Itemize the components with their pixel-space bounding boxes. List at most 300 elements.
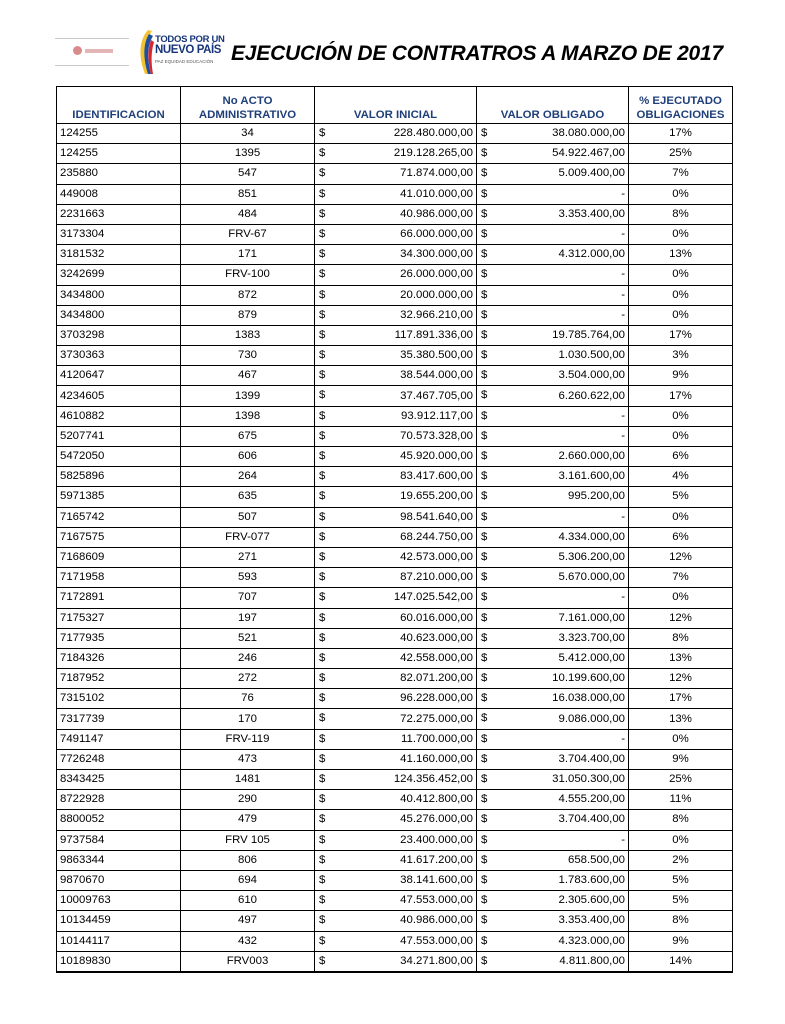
cell-identificacion: 3703298 <box>57 325 181 345</box>
cell-valor-inicial <box>315 608 477 628</box>
cell-valor-obligado <box>477 224 629 244</box>
currency-symbol: $ <box>319 651 326 664</box>
cell-valor-obligado-value: 6.260.622,00 <box>558 389 625 402</box>
cell-valor-inicial <box>315 164 477 184</box>
currency-symbol: $ <box>481 934 488 947</box>
cell-identificacion: 9870670 <box>57 870 181 890</box>
cell-identificacion: 4610882 <box>57 406 181 426</box>
cell-valor-obligado <box>477 305 629 325</box>
cell-valor-obligado <box>477 245 629 265</box>
cell-valor-obligado <box>477 426 629 446</box>
cell-valor-inicial <box>315 406 477 426</box>
cell-valor-inicial <box>315 346 477 366</box>
cell-valor-inicial-value: 70.573.328,00 <box>400 429 473 442</box>
table-row <box>57 366 733 386</box>
cell-valor-inicial-value: 124.356.452,00 <box>393 773 473 786</box>
cell-valor-inicial <box>315 547 477 567</box>
currency-symbol: $ <box>481 853 488 866</box>
currency-symbol: $ <box>319 571 326 584</box>
cell-valor-obligado-value: - <box>621 288 625 301</box>
table-row <box>57 386 733 406</box>
cell-valor-obligado-value: 995.200,00 <box>567 490 625 503</box>
cell-no-acto: 170 <box>181 709 315 729</box>
currency-symbol: $ <box>319 248 326 261</box>
cell-no-acto: 1398 <box>181 406 315 426</box>
currency-symbol: $ <box>481 651 488 664</box>
cell-pct-ejecutado: 11% <box>629 790 733 810</box>
cell-pct-ejecutado: 0% <box>629 285 733 305</box>
cell-valor-inicial-value: 20.000.000,00 <box>400 288 473 301</box>
currency-symbol: $ <box>319 510 326 523</box>
currency-symbol: $ <box>481 490 488 503</box>
cell-valor-inicial-value: 72.275.000,00 <box>400 712 473 725</box>
cell-valor-inicial-value: 32.966.210,00 <box>400 308 473 321</box>
cell-valor-obligado <box>477 588 629 608</box>
cell-identificacion: 5207741 <box>57 426 181 446</box>
cell-valor-obligado-value: 3.504.000,00 <box>558 369 625 382</box>
cell-no-acto: 879 <box>181 305 315 325</box>
cell-valor-inicial <box>315 689 477 709</box>
currency-symbol: $ <box>481 308 488 321</box>
cell-identificacion: 5472050 <box>57 447 181 467</box>
cell-valor-obligado-value: 4.334.000,00 <box>558 530 625 543</box>
currency-symbol: $ <box>481 631 488 644</box>
cell-valor-obligado-value: 3.353.400,00 <box>558 914 625 927</box>
cell-pct-ejecutado: 0% <box>629 305 733 325</box>
cell-valor-inicial-value: 34.271.800,00 <box>400 954 473 967</box>
currency-symbol: $ <box>319 692 326 705</box>
cell-no-acto: 730 <box>181 346 315 366</box>
currency-symbol: $ <box>481 550 488 563</box>
logo-text-line3: PAZ EQUIDAD EDUCACIÓN <box>155 59 214 64</box>
cell-valor-obligado <box>477 951 629 972</box>
cell-no-acto: 1383 <box>181 325 315 345</box>
cell-identificacion: 124255 <box>57 144 181 164</box>
cell-valor-obligado <box>477 447 629 467</box>
cell-no-acto: FRV003 <box>181 951 315 972</box>
cell-pct-ejecutado: 7% <box>629 568 733 588</box>
currency-symbol: $ <box>481 571 488 584</box>
table-row <box>57 346 733 366</box>
cell-valor-obligado <box>477 285 629 305</box>
cell-valor-obligado <box>477 729 629 749</box>
cell-no-acto: 479 <box>181 810 315 830</box>
currency-symbol: $ <box>481 672 488 685</box>
cell-valor-inicial <box>315 325 477 345</box>
cell-valor-inicial-value: 219.128.265,00 <box>393 147 473 160</box>
currency-symbol: $ <box>319 530 326 543</box>
table-row <box>57 447 733 467</box>
currency-symbol: $ <box>319 914 326 927</box>
header-identificacion: IDENTIFICACION <box>57 87 181 124</box>
cell-valor-obligado-value: 19.785.764,00 <box>552 328 625 341</box>
cell-valor-inicial <box>315 749 477 769</box>
cell-identificacion: 8722928 <box>57 790 181 810</box>
table-row <box>57 588 733 608</box>
table-row <box>57 527 733 547</box>
cell-identificacion: 7317739 <box>57 709 181 729</box>
currency-symbol: $ <box>481 369 488 382</box>
cell-valor-obligado <box>477 810 629 830</box>
cell-no-acto: 246 <box>181 648 315 668</box>
cell-valor-inicial-value: 47.553.000,00 <box>400 934 473 947</box>
page-title: EJECUCIÓN DE CONTRATROS A MARZO DE 2017 <box>231 42 723 65</box>
cell-valor-inicial <box>315 648 477 668</box>
table-row <box>57 931 733 951</box>
cell-valor-obligado <box>477 568 629 588</box>
currency-symbol: $ <box>319 167 326 180</box>
cell-pct-ejecutado: 8% <box>629 628 733 648</box>
table-row <box>57 689 733 709</box>
cell-valor-inicial <box>315 770 477 790</box>
cell-valor-obligado-value: 1.030.500,00 <box>558 349 625 362</box>
currency-symbol: $ <box>319 187 326 200</box>
cell-valor-inicial-value: 147.025.542,00 <box>393 591 473 604</box>
table-row <box>57 870 733 890</box>
currency-symbol: $ <box>319 954 326 967</box>
cell-identificacion: 10009763 <box>57 891 181 911</box>
cell-valor-obligado-value: 3.353.400,00 <box>558 207 625 220</box>
cell-no-acto: 606 <box>181 447 315 467</box>
cell-identificacion: 124255 <box>57 124 181 144</box>
cell-valor-inicial <box>315 527 477 547</box>
currency-symbol: $ <box>319 470 326 483</box>
currency-symbol: $ <box>481 349 488 362</box>
currency-symbol: $ <box>481 894 488 907</box>
table-row <box>57 891 733 911</box>
cell-pct-ejecutado: 5% <box>629 891 733 911</box>
currency-symbol: $ <box>319 631 326 644</box>
cell-valor-obligado-value: 5.670.000,00 <box>558 571 625 584</box>
cell-valor-inicial-value: 83.417.600,00 <box>400 470 473 483</box>
cell-valor-obligado-value: 54.922.467,00 <box>552 147 625 160</box>
currency-symbol: $ <box>481 470 488 483</box>
government-logo <box>55 38 129 66</box>
table-row <box>57 648 733 668</box>
currency-symbol: $ <box>481 591 488 604</box>
table-row <box>57 467 733 487</box>
cell-valor-inicial-value: 66.000.000,00 <box>400 228 473 241</box>
cell-valor-obligado <box>477 467 629 487</box>
currency-symbol: $ <box>481 873 488 886</box>
cell-valor-inicial <box>315 810 477 830</box>
cell-pct-ejecutado: 13% <box>629 648 733 668</box>
cell-valor-inicial <box>315 709 477 729</box>
cell-pct-ejecutado: 13% <box>629 709 733 729</box>
cell-pct-ejecutado: 5% <box>629 487 733 507</box>
cell-pct-ejecutado: 2% <box>629 850 733 870</box>
table-row <box>57 830 733 850</box>
cell-identificacion: 3434800 <box>57 285 181 305</box>
cell-valor-obligado <box>477 204 629 224</box>
cell-valor-obligado <box>477 669 629 689</box>
cell-valor-obligado <box>477 346 629 366</box>
cell-valor-inicial <box>315 588 477 608</box>
currency-symbol: $ <box>481 914 488 927</box>
cell-no-acto: 593 <box>181 568 315 588</box>
cell-valor-inicial <box>315 184 477 204</box>
cell-identificacion: 10134459 <box>57 911 181 931</box>
cell-valor-inicial-value: 45.920.000,00 <box>400 450 473 463</box>
cell-valor-inicial <box>315 144 477 164</box>
cell-valor-inicial-value: 26.000.000,00 <box>400 268 473 281</box>
logo-text-line2: NUEVO PAÍS <box>155 44 222 56</box>
table-row <box>57 487 733 507</box>
cell-valor-obligado-value: 4.323.000,00 <box>558 934 625 947</box>
currency-symbol: $ <box>319 369 326 382</box>
currency-symbol: $ <box>481 793 488 806</box>
cell-valor-inicial-value: 45.276.000,00 <box>400 813 473 826</box>
cell-valor-obligado <box>477 608 629 628</box>
cell-valor-obligado <box>477 911 629 931</box>
cell-valor-obligado-value: 2.305.600,00 <box>558 894 625 907</box>
cell-valor-inicial-value: 96.228.000,00 <box>400 692 473 705</box>
cell-valor-obligado <box>477 709 629 729</box>
cell-no-acto: 851 <box>181 184 315 204</box>
cell-pct-ejecutado: 0% <box>629 729 733 749</box>
cell-valor-obligado <box>477 749 629 769</box>
cell-valor-inicial-value: 42.573.000,00 <box>400 551 473 564</box>
cell-valor-inicial-value: 40.623.000,00 <box>400 631 473 644</box>
cell-valor-obligado <box>477 891 629 911</box>
cell-identificacion: 7726248 <box>57 749 181 769</box>
currency-symbol: $ <box>481 429 488 442</box>
currency-symbol: $ <box>319 127 326 139</box>
table-row <box>57 245 733 265</box>
cell-pct-ejecutado: 17% <box>629 689 733 709</box>
currency-symbol: $ <box>319 308 326 321</box>
table-row <box>57 608 733 628</box>
cell-valor-inicial-value: 40.986.000,00 <box>400 914 473 927</box>
cell-identificacion: 9863344 <box>57 850 181 870</box>
cell-valor-inicial <box>315 870 477 890</box>
cell-pct-ejecutado: 7% <box>629 164 733 184</box>
currency-symbol: $ <box>481 268 488 281</box>
cell-no-acto: 473 <box>181 749 315 769</box>
currency-symbol: $ <box>481 954 488 967</box>
cell-valor-inicial <box>315 568 477 588</box>
cell-valor-inicial-value: 41.617.200,00 <box>400 853 473 866</box>
cell-pct-ejecutado: 12% <box>629 547 733 567</box>
table-row <box>57 144 733 164</box>
currency-symbol: $ <box>319 732 326 745</box>
table-row <box>57 911 733 931</box>
cell-valor-inicial-value: 19.655.200,00 <box>400 490 473 503</box>
currency-symbol: $ <box>481 167 488 180</box>
currency-symbol: $ <box>319 207 326 220</box>
cell-valor-inicial <box>315 366 477 386</box>
table-row <box>57 285 733 305</box>
cell-valor-obligado <box>477 386 629 406</box>
cell-no-acto: 707 <box>181 588 315 608</box>
cell-valor-obligado <box>477 870 629 890</box>
currency-symbol: $ <box>319 934 326 947</box>
cell-no-acto: 635 <box>181 487 315 507</box>
header-valor-inicial: VALOR INICIAL <box>315 87 477 124</box>
cell-no-acto: 547 <box>181 164 315 184</box>
currency-symbol: $ <box>319 227 326 240</box>
cell-identificacion: 7175327 <box>57 608 181 628</box>
cell-no-acto: 1399 <box>181 386 315 406</box>
currency-symbol: $ <box>481 288 488 301</box>
cell-identificacion: 235880 <box>57 164 181 184</box>
cell-valor-obligado-value: 3.704.400,00 <box>558 752 625 765</box>
table-row <box>57 406 733 426</box>
cell-valor-obligado <box>477 770 629 790</box>
table-row <box>57 669 733 689</box>
cell-no-acto: 484 <box>181 204 315 224</box>
cell-pct-ejecutado: 8% <box>629 911 733 931</box>
currency-symbol: $ <box>319 147 326 160</box>
cell-valor-obligado-value: 16.038.000,00 <box>552 692 625 705</box>
cell-identificacion: 8343425 <box>57 770 181 790</box>
cell-valor-obligado <box>477 325 629 345</box>
cell-valor-obligado <box>477 790 629 810</box>
cell-identificacion: 3181532 <box>57 245 181 265</box>
cell-valor-inicial-value: 47.553.000,00 <box>400 894 473 907</box>
cell-valor-obligado-value: 10.199.600,00 <box>552 672 625 685</box>
currency-symbol: $ <box>319 833 326 846</box>
cell-identificacion: 4234605 <box>57 386 181 406</box>
cell-valor-obligado-value: 4.312.000,00 <box>558 248 625 261</box>
cell-pct-ejecutado: 9% <box>629 749 733 769</box>
cell-valor-obligado-value: 3.704.400,00 <box>558 813 625 826</box>
cell-valor-inicial <box>315 830 477 850</box>
currency-symbol: $ <box>319 672 326 685</box>
cell-valor-obligado-value: 9.086.000,00 <box>558 712 625 725</box>
cell-pct-ejecutado: 13% <box>629 245 733 265</box>
cell-valor-inicial-value: 98.541.640,00 <box>400 510 473 523</box>
currency-symbol: $ <box>481 773 488 785</box>
cell-valor-inicial <box>315 487 477 507</box>
logo-text-line1: TODOS POR UN <box>155 34 225 45</box>
cell-valor-inicial <box>315 507 477 527</box>
table-row <box>57 709 733 729</box>
cell-pct-ejecutado: 0% <box>629 830 733 850</box>
cell-valor-inicial-value: 71.874.000,00 <box>400 167 473 180</box>
cell-no-acto: FRV 105 <box>181 830 315 850</box>
cell-valor-obligado-value: - <box>621 591 625 604</box>
cell-valor-inicial-value: 11.700.000,00 <box>401 732 473 745</box>
cell-valor-obligado <box>477 547 629 567</box>
contracts-table <box>56 86 733 973</box>
cell-pct-ejecutado: 0% <box>629 507 733 527</box>
cell-no-acto: 271 <box>181 547 315 567</box>
cell-identificacion: 10189830 <box>57 951 181 972</box>
header-pct-ejecutado: % EJECUTADO OBLIGACIONES <box>629 87 733 124</box>
currency-symbol: $ <box>319 490 326 503</box>
cell-valor-inicial-value: 23.400.000,00 <box>400 833 473 846</box>
cell-valor-obligado <box>477 406 629 426</box>
currency-symbol: $ <box>481 248 488 261</box>
cell-valor-obligado-value: 3.323.700,00 <box>558 631 625 644</box>
cell-no-acto: 675 <box>181 426 315 446</box>
cell-identificacion: 7171958 <box>57 568 181 588</box>
cell-pct-ejecutado: 0% <box>629 406 733 426</box>
currency-symbol: $ <box>481 732 488 745</box>
cell-valor-inicial <box>315 850 477 870</box>
cell-valor-inicial <box>315 386 477 406</box>
cell-valor-inicial <box>315 426 477 446</box>
currency-symbol: $ <box>319 591 326 604</box>
currency-symbol: $ <box>319 611 326 624</box>
cell-valor-inicial-value: 41.160.000,00 <box>400 752 473 765</box>
cell-valor-inicial-value: 40.412.800,00 <box>400 793 473 806</box>
currency-symbol: $ <box>319 328 326 341</box>
currency-symbol: $ <box>481 833 488 846</box>
table-row <box>57 729 733 749</box>
currency-symbol: $ <box>481 450 488 462</box>
cell-pct-ejecutado: 12% <box>629 608 733 628</box>
cell-valor-obligado <box>477 124 629 144</box>
cell-no-acto: 272 <box>181 669 315 689</box>
cell-valor-inicial <box>315 628 477 648</box>
currency-symbol: $ <box>481 127 488 139</box>
cell-valor-obligado-value: - <box>621 268 625 281</box>
table-row <box>57 164 733 184</box>
currency-symbol: $ <box>481 147 488 160</box>
cell-identificacion: 7167575 <box>57 527 181 547</box>
cell-valor-obligado <box>477 689 629 709</box>
currency-symbol: $ <box>319 349 326 362</box>
currency-symbol: $ <box>319 429 326 442</box>
cell-no-acto: 1395 <box>181 144 315 164</box>
currency-symbol: $ <box>481 510 488 523</box>
cell-no-acto: 467 <box>181 366 315 386</box>
page-header <box>55 24 755 82</box>
cell-valor-obligado <box>477 527 629 547</box>
cell-valor-obligado <box>477 164 629 184</box>
cell-no-acto: FRV-100 <box>181 265 315 285</box>
cell-valor-obligado-value: 5.009.400,00 <box>558 167 625 180</box>
table-row <box>57 770 733 790</box>
cell-valor-inicial <box>315 911 477 931</box>
cell-valor-inicial <box>315 669 477 689</box>
cell-valor-inicial <box>315 204 477 224</box>
cell-valor-inicial <box>315 447 477 467</box>
cell-identificacion: 7168609 <box>57 547 181 567</box>
cell-valor-obligado <box>477 648 629 668</box>
currency-symbol: $ <box>319 773 326 785</box>
cell-identificacion: 4120647 <box>57 366 181 386</box>
cell-valor-inicial-value: 87.210.000,00 <box>400 571 473 584</box>
cell-identificacion: 7315102 <box>57 689 181 709</box>
cell-valor-inicial-value: 37.467.705,00 <box>400 389 473 402</box>
table-header-row <box>57 87 733 124</box>
cell-valor-obligado-value: 4.555.200,00 <box>558 793 625 806</box>
header-no-acto-administrativo: No ACTO ADMINISTRATIVO <box>181 87 315 124</box>
cell-pct-ejecutado: 4% <box>629 467 733 487</box>
table-row <box>57 325 733 345</box>
cell-identificacion: 5971385 <box>57 487 181 507</box>
header-valor-obligado: VALOR OBLIGADO <box>477 87 629 124</box>
cell-identificacion: 449008 <box>57 184 181 204</box>
cell-pct-ejecutado: 8% <box>629 810 733 830</box>
cell-no-acto: 694 <box>181 870 315 890</box>
cell-no-acto: 521 <box>181 628 315 648</box>
cell-valor-inicial <box>315 224 477 244</box>
currency-symbol: $ <box>481 187 488 200</box>
cell-valor-obligado-value: - <box>621 429 625 442</box>
cell-valor-inicial-value: 60.016.000,00 <box>400 611 473 624</box>
currency-symbol: $ <box>319 409 326 422</box>
cell-identificacion: 3173304 <box>57 224 181 244</box>
currency-symbol: $ <box>319 550 326 563</box>
cell-valor-inicial-value: 38.544.000,00 <box>400 369 473 382</box>
coat-of-arms-icon <box>73 46 82 55</box>
currency-symbol: $ <box>481 752 488 765</box>
cell-valor-obligado-value: - <box>621 308 625 321</box>
